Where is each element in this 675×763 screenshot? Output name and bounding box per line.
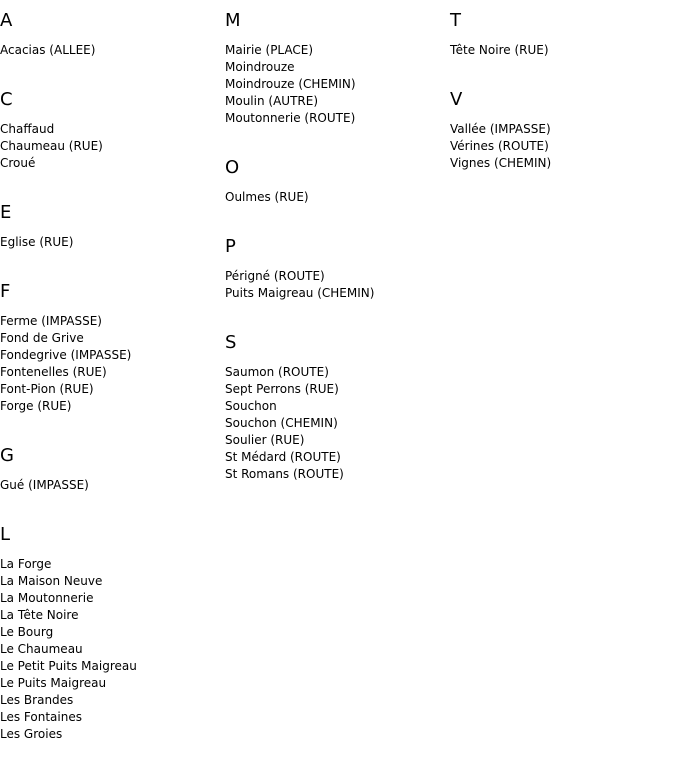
street-list bbox=[0, 477, 225, 494]
letter-heading: V bbox=[450, 89, 463, 110]
street-item: Moindrouze bbox=[225, 60, 295, 74]
street-list bbox=[225, 268, 450, 302]
street-item: Périgné (ROUTE) bbox=[225, 269, 325, 283]
street-list bbox=[225, 189, 450, 206]
letter-group bbox=[0, 0, 225, 59]
street-list bbox=[0, 556, 225, 743]
street-item: Le Bourg bbox=[0, 625, 54, 639]
street-item: Saumon (ROUTE) bbox=[225, 365, 329, 379]
street-item: Eglise (RUE) bbox=[0, 235, 74, 249]
letter-group bbox=[225, 147, 450, 206]
street-column bbox=[225, 0, 450, 503]
street-item: La Tête Noire bbox=[0, 608, 79, 622]
street-item: Vallée (IMPASSE) bbox=[450, 122, 551, 136]
street-item: Font-Pion (RUE) bbox=[0, 382, 94, 396]
street-item: Le Puits Maigreau bbox=[0, 676, 107, 690]
street-list bbox=[0, 313, 225, 415]
letter-group bbox=[225, 0, 450, 127]
letter-heading: P bbox=[225, 236, 236, 257]
street-item: Moulin (AUTRE) bbox=[225, 94, 318, 108]
street-list bbox=[450, 42, 675, 59]
street-item: La Forge bbox=[0, 557, 52, 571]
letter-group bbox=[0, 192, 225, 251]
letter-heading: L bbox=[0, 524, 11, 545]
street-item: Sept Perrons (RUE) bbox=[225, 382, 339, 396]
street-item: Chaffaud bbox=[0, 122, 55, 136]
street-item: Souchon bbox=[225, 399, 277, 413]
letter-heading: E bbox=[0, 202, 12, 223]
street-list bbox=[0, 121, 225, 172]
street-item: Les Fontaines bbox=[0, 710, 82, 724]
street-item: Le Chaumeau bbox=[0, 642, 83, 656]
street-list bbox=[450, 121, 675, 172]
street-item: Mairie (PLACE) bbox=[225, 43, 314, 57]
letter-group bbox=[225, 322, 450, 483]
street-item: Chaumeau (RUE) bbox=[0, 139, 103, 153]
street-item: Fontenelles (RUE) bbox=[0, 365, 107, 379]
street-list bbox=[0, 42, 225, 59]
street-item: Vignes (CHEMIN) bbox=[450, 156, 552, 170]
street-item: Les Groies bbox=[0, 727, 63, 741]
letter-heading: G bbox=[0, 445, 14, 466]
letter-heading: T bbox=[450, 10, 461, 31]
street-item: Puits Maigreau (CHEMIN) bbox=[225, 286, 375, 300]
street-item: Gué (IMPASSE) bbox=[0, 478, 89, 492]
street-item: Fondegrive (IMPASSE) bbox=[0, 348, 132, 362]
letter-group bbox=[0, 79, 225, 172]
letter-heading: A bbox=[0, 10, 13, 31]
letter-heading: O bbox=[225, 157, 240, 178]
street-item: Fond de Grive bbox=[0, 331, 84, 345]
street-item: Moindrouze (CHEMIN) bbox=[225, 77, 356, 91]
letter-group bbox=[0, 435, 225, 494]
street-item: La Maison Neuve bbox=[0, 574, 103, 588]
street-item: Souchon (CHEMIN) bbox=[225, 416, 338, 430]
letter-group bbox=[450, 0, 675, 59]
street-item: La Moutonnerie bbox=[0, 591, 94, 605]
street-item: Forge (RUE) bbox=[0, 399, 72, 413]
street-item: Le Petit Puits Maigreau bbox=[0, 659, 137, 673]
letter-heading: M bbox=[225, 10, 241, 31]
street-list bbox=[0, 234, 225, 251]
letter-group bbox=[0, 514, 225, 743]
street-item: St Romans (ROUTE) bbox=[225, 467, 344, 481]
letter-group bbox=[225, 226, 450, 302]
letter-heading: C bbox=[0, 89, 13, 110]
street-item: Moutonnerie (ROUTE) bbox=[225, 111, 356, 125]
street-item: Vérines (ROUTE) bbox=[450, 139, 549, 153]
street-item: St Médard (ROUTE) bbox=[225, 450, 341, 464]
street-list bbox=[225, 364, 450, 483]
street-item: Acacias (ALLEE) bbox=[0, 43, 96, 57]
street-column bbox=[0, 0, 225, 763]
street-item: Les Brandes bbox=[0, 693, 74, 707]
letter-group bbox=[0, 271, 225, 415]
letter-heading: S bbox=[225, 332, 237, 353]
street-item: Ferme (IMPASSE) bbox=[0, 314, 102, 328]
street-column bbox=[450, 0, 675, 192]
street-list bbox=[225, 42, 450, 127]
street-item: Croué bbox=[0, 156, 36, 170]
letter-group bbox=[450, 79, 675, 172]
street-item: Tête Noire (RUE) bbox=[450, 43, 549, 57]
street-item: Oulmes (RUE) bbox=[225, 190, 309, 204]
letter-heading: F bbox=[0, 281, 11, 302]
street-item: Soulier (RUE) bbox=[225, 433, 305, 447]
